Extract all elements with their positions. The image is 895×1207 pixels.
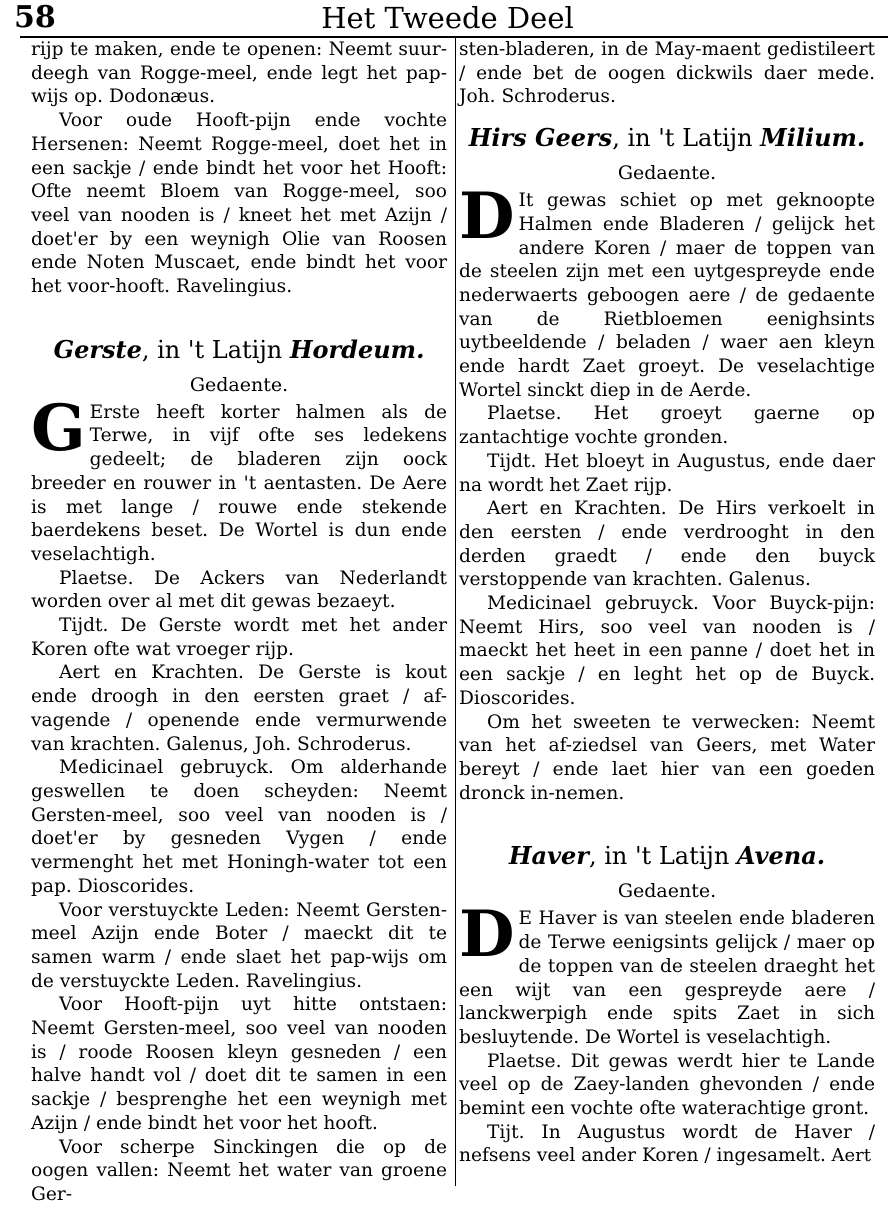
paragraph: Aert en Krachten. De Hirs verkoelt in den eersten / ende verdrooght in den derden graedt / ende den buyck verstoppende van krachten. Galenus.: [459, 498, 875, 591]
paragraph: Plaetse. De Ackers van Nederlandt worden over al met dit gewas bezaeyt.: [31, 567, 447, 613]
paragraph: Tijdt. De Gerste wordt met het ander Koren ofte wat vroeger rijp.: [31, 615, 447, 660]
left-column: [31, 38, 447, 1207]
heading-mid: , in 't Latijn: [141, 335, 290, 364]
heading-mid: , in 't Latijn: [588, 842, 737, 871]
drop-cap: D: [459, 897, 515, 973]
heading-name: Haver: [508, 841, 589, 871]
paragraph-text: Erste heeft korter halmen als de Terwe, in vijf ofte ses ledekens gedeelt; de bladeren zijn oock breeder en rouwer in 't aentasten. De Aere is met lange / rouwe ende stekende baerdekens beset. De Wortel is dun ende veselachtigh.: [31, 401, 447, 565]
section-heading-gerste: [31, 335, 447, 365]
paragraph: Plaetse. Het groeyt gaerne op zantachtige vochte gronden.: [459, 403, 875, 449]
paragraph: Medicinael gebruyck. Voor Buyck-pijn: Neemt Hirs, soo veel van nooden is / maeckt het heet in een panne / doet het in een sackje / en leght het op de Buyck. Dioscorides.: [459, 593, 875, 709]
paragraph: Voor oude Hooft-pijn ende vochte Hersenen: Neemt Rogge-meel, doet het in een sackje / ende bindt het voor het Hooft: Ofte neemt Bloem van Rogge-meel, soo veel van nooden is / kneet het met Azijn / doet'er by een weynigh Olie van Roosen ende Noten Muscaet, ende bindt het voor het voor-hooft. Ravelingius.: [31, 110, 447, 298]
subheading-gedaente: Gedaente.: [617, 162, 717, 185]
paragraph: rijp te maken, ende te openen: Neemt suur-deegh van Rogge-meel, ende legt het pap-wijs op. Dodonæus.: [31, 39, 447, 108]
page-number: 58: [14, 0, 56, 35]
paragraph: [459, 179, 875, 402]
paragraph: Om het sweeten te verwecken: Neemt van het af-ziedsel van Geers, met Water bereyt / ende laet hier van een goeden dronck in-nemen.: [459, 711, 875, 804]
paragraph: Tijt. In Augustus wordt de Haver / nefsens veel ander Koren / ingesamelt.: [459, 1121, 875, 1167]
paragraph: Voor scherpe Sinckingen die op de oogen vallen: Neemt het water van groene Ger-: [31, 1136, 447, 1205]
right-column: [459, 38, 875, 1168]
paragraph: Voor verstuyckte Leden: Neemt Gersten-meel Azijn ende Boter / maeckt dit te samen warm / ende slaet het pap-wijs om de verstuyckte Leden. Ravelingius.: [31, 899, 447, 992]
section-heading-hirs: [459, 123, 875, 153]
heading-latin: Avena.: [736, 841, 826, 871]
drop-cap: G: [31, 390, 86, 466]
paragraph: Aert en Krachten. De Gerste is kout ende droogh in den eersten graet / af-vagende / openende ende vermurwende van krachten. Galenus, Joh. Schroderus.: [31, 662, 447, 755]
paragraph: [31, 390, 447, 567]
drop-cap: D: [459, 179, 515, 255]
paragraph: Tijdt. Het bloeyt in Augustus, ende daer na wordt het Zaet rijp.: [459, 450, 875, 496]
column-divider: [455, 36, 456, 1186]
catchword: Aert: [831, 1145, 871, 1166]
paragraph: Medicinael gebruyck. Om alderhande geswellen te doen scheyden: Neemt Gersten-meel, soo veel van nooden is / doet'er by gesneden Vygen / ende vermenght het met Honingh-water tot een pap. Dioscorides.: [31, 757, 447, 897]
paragraph-text: E Haver is van steelen ende bladeren de Terwe eenigsints gelijck / maer op de toppen van de steelen draeght het een wijt van een gespreyde aere / lanckwerpigh ende spits Zaet in sich besluytende. De Wortel is veselachtigh.: [459, 908, 875, 1048]
section-heading-haver: [459, 841, 875, 871]
paragraph: Voor Hooft-pijn uyt hitte ontstaen: Neemt Gersten-meel, soo veel van nooden is / roode Roosen kleyn gesneden / een halve handt vol / doet dit te samen in een sackje / besprenghe het een weynigh met Azijn / ende bindt het voor het hooft.: [31, 994, 447, 1134]
heading-mid: , in 't Latijn: [612, 124, 761, 153]
heading-name: Hirs Geers: [468, 123, 613, 153]
paragraph-text: It gewas schiet op met geknoopte Halmen ende Bladeren / gelijck het andere Koren / maer de toppen van de steelen zijn met een uytgespreyde ende nederwaerts geboogen aere / de gedaente van de Rietbloemen eenighsints uytbeeldende / beladen / waer aen kleyn ende hardt Zaet groeyt. De veselachtige Wortel sinckt diep in de Aerde.: [459, 190, 875, 401]
subheading-gedaente: Gedaente.: [189, 373, 289, 396]
heading-latin: Hordeum.: [289, 334, 425, 364]
paragraph: [459, 897, 875, 1049]
paragraph: Plaetse. Dit gewas werdt hier te Lande veel op de Zaey-landen ghevonden / ende bemint een vochte ofte waterachtige gront.: [459, 1050, 875, 1120]
heading-latin: Milium.: [760, 123, 866, 153]
heading-name: Gerste: [53, 334, 142, 364]
paragraph: sten-bladeren, in de May-maent gedistileert / ende bet de oogen dickwils daer mede. Joh. Schroderus.: [459, 39, 875, 108]
subheading-gedaente: Gedaente.: [617, 880, 717, 903]
running-head: Het Tweede Deel: [321, 1, 574, 35]
